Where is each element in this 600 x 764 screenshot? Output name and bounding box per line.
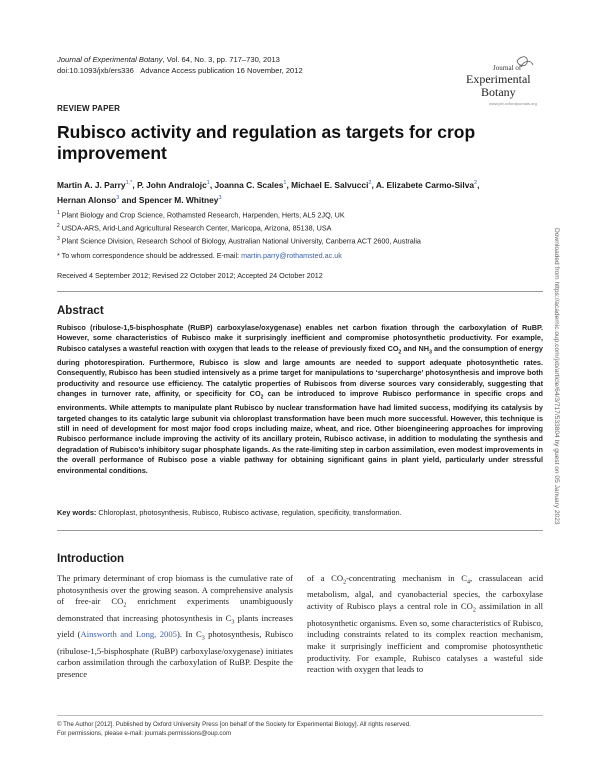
citation-link[interactable]: Ainsworth and Long, 2005 — [80, 629, 177, 640]
correspondence: * To whom correspondence should be addressed. E-mail: martin.parry@rothamsted.ac.uk — [57, 251, 342, 260]
author[interactable]: Joanna C. Scales$^1$ — [214, 179, 287, 190]
citation: , Vol. 64, No. 3, pp. 717–730, 2013 — [162, 55, 280, 64]
logo-line1: Journal of — [493, 64, 522, 72]
permissions: For permissions, please e-mail: journals.permissions@oup.com — [57, 730, 232, 738]
journal-name: Journal of Experimental Botany — [57, 55, 163, 64]
logo-line2: Experimental — [466, 72, 531, 86]
introduction-heading: Introduction — [57, 553, 125, 565]
intro-column-left: The primary determinant of crop biomass is the cumulative rate of photosynthesis over the growing season. A comprehensive analysis of free-air $CO_2$ enrichment experiments unambiguously demonstrated that increasing photosynthesis in $C_3$ plants increases yield (Ainsworth and Long, 2005). In $C_3$ photosynthesis, Rubisco (ribulose-1,5-bisphosphate (RuBP) carboxylase/oxygenase) initiates carbon assimilation through the carboxylation of RuBP. Despite the presence — [57, 573, 294, 680]
copyright: © The Author [2012]. Published by Oxford University Press [on behalf of the Society for Experimental Biology]. All rights reserved. — [57, 721, 411, 728]
journal-citation — [57, 55, 303, 76]
keywords: Key words: Chloroplast, photosynthesis, Rubisco, Rubisco activase, regulation, specificity, transformation. — [57, 508, 402, 517]
advance-access: Advance Access publication 16 November, 2012 — [140, 65, 303, 75]
affiliation: $^3$ Plant Science Division, Research School of Biology, Australian National University, Canberra ACT 2600, Australia — [57, 235, 421, 246]
divider — [57, 530, 543, 531]
abstract-body: Rubisco (ribulose-1,5-bisphosphate (RuBP) carboxylase/oxygenase) enables net carbon fixation through the carboxylation of RuBP. However, some characteristics of Rubisco make it surprisingly inefficient and compromise photosynthetic productivity. For example, Rubisco catalyses a wasteful reaction with oxygen that leads to the release of previously fixed $CO_2$ and $NH_3$ and the consumption of energy during photorespiration. Furthermore, Rubisco is slow and large amounts are needed to support adequate photosynthetic rates. Consequently, Rubisco has been studied intensively as a prime target for manipulations to ‘supercharge’ photosynthesis and improve both productivity and resource use efficiency. The catalytic properties of Rubiscos from diverse sources vary considerably, suggesting that changes in turnover rate, affinity, or specificity for $CO_2$ can be introduced to improve Rubisco performance in specific crops and environments. While attempts to manipulate plant Rubisco by nuclear transformation have had limited success, modifying its catalysis by targeted changes to its catalytic large subunit via chloroplast transformation have been much more successful. However, this technique is still in need of development for most major food crops including maize, wheat, and rice. Other bioengineering approaches for improving Rubisco performance include improving the activity of its ancillary protein, Rubisco activase, in addition to modulating the synthesis and degradation of Rubisco’s inhibitory sugar phosphate ligands. As the rate-limiting step in carbon assimilation, even modest improvements in the overall performance of Rubisco pose a viable pathway for obtaining significant gains in plant yield, particularly under stressful environmental conditions. — [57, 323, 543, 475]
footer-divider — [57, 715, 543, 716]
author[interactable]: A. Elizabete Carmo-Silva$^2$ — [375, 179, 478, 190]
divider — [57, 291, 543, 292]
author[interactable]: Michael E. Salvucci$^2$ — [291, 179, 372, 190]
section-label: REVIEW PAPER — [57, 104, 121, 113]
download-notice: Downloaded from https://academic.oup.com/jxb/article/64/3/717/533804 by guest on 05 January 2023 — [553, 228, 560, 525]
affiliation: $^1$ Plant Biology and Crop Science, Rothamsted Research, Harpenden, Herts, AL5 2JQ, UK — [57, 210, 345, 220]
footer — [57, 720, 411, 738]
received-dates: Received 4 September 2012; Revised 22 October 2012; Accepted 24 October 2012 — [57, 271, 323, 280]
author[interactable]: Spencer M. Whitney$^3$ — [138, 195, 222, 206]
affiliations — [57, 208, 557, 247]
correspondence-email-link[interactable]: martin.parry@rothamsted.ac.uk — [241, 251, 342, 260]
abstract-heading: Abstract — [57, 305, 104, 317]
author[interactable]: Hernan Alonso$^3$ — [57, 195, 120, 206]
doi: doi:10.1093/jxb/ers336 — [57, 65, 134, 75]
author[interactable]: Martin A. J. Parry$^{1,*}$ — [57, 179, 133, 190]
author-list: Martin A. J. Parry$^{1,*}$, P. John Andralojc$^1$, Joanna C. Scales$^1$, Michael E. Salvucci$^2$, A. Elizabete Carmo-Silva$^2$, Hernan Alonso$^3$ and Spencer M. Whitney$^3$ — [57, 179, 480, 206]
journal-logo — [455, 55, 545, 110]
keywords-label: Key words: — [57, 508, 97, 517]
paper-title: Rubisco activity and regulation as targets for crop improvement — [57, 122, 476, 163]
logo-line3: Botany — [481, 85, 516, 99]
affiliation: $^2$ USDA-ARS, Arid-Land Agricultural Research Center, Maricopa, Arizona, 85138, USA — [57, 222, 332, 233]
logo-url: www.jxb.oxfordjournals.org — [489, 101, 537, 106]
author[interactable]: P. John Andralojc$^1$ — [136, 179, 210, 190]
intro-column-right: of a $CO_2$-concentrating mechanism in $C_4$, crassulacean acid metabolism, algal, and cyanobacterial species, the carboxylase activity of Rubisco plays a central role in $CO_2$ assimilation in all photosynthetic organisms. Even so, some characteristics of Rubisco, including constraints related to its complex reaction mechanism, make it surprisingly inefficient and compromise photosynthetic productivity. For example, Rubisco catalyses a wasteful side reaction with oxygen that leads to — [307, 573, 543, 675]
